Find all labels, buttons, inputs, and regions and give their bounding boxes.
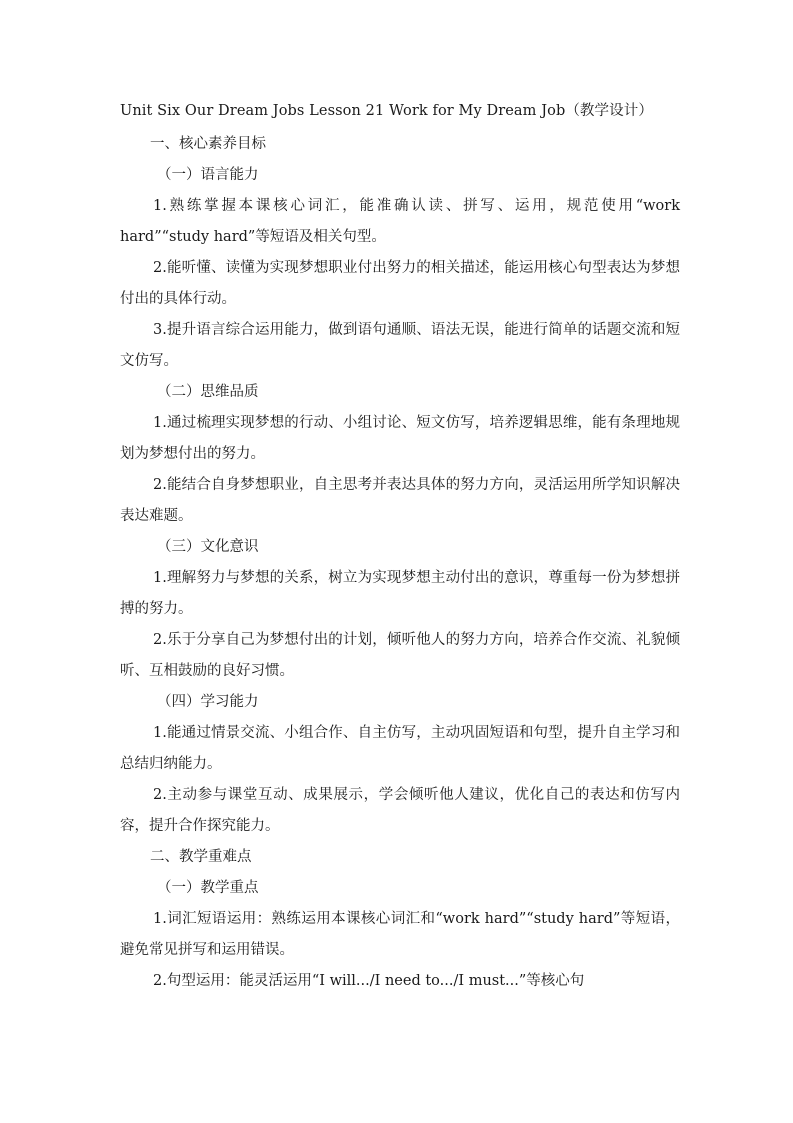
paragraph: 2.能听懂、读懂为实现梦想职业付出努力的相关描述，能运用核心句型表达为梦想付出的具体行动。: [120, 260, 680, 307]
paragraph: 1.词汇短语运用：熟练运用本课核心词汇和“work hard”“study hard”等短语，避免常见拼写和运用错误。: [120, 911, 680, 958]
paragraph: 1.能通过情景交流、小组合作、自主仿写，主动巩固短语和句型，提升自主学习和总结归纳能力。: [120, 725, 680, 772]
document-title: Unit Six Our Dream Jobs Lesson 21 Work for My Dream Job（教学设计）: [120, 103, 653, 119]
paragraph: 2.主动参与课堂互动、成果展示，学会倾听他人建议，优化自己的表达和仿写内容，提升合作探究能力。: [120, 787, 680, 834]
paragraph: 3.提升语言综合运用能力，做到语句通顺、语法无误，能进行简单的话题交流和短文仿写。: [120, 322, 680, 369]
paragraph: 1.理解努力与梦想的关系，树立为实现梦想主动付出的意识，尊重每一份为梦想拼搏的努力。: [120, 570, 680, 617]
paragraph: 2.乐于分享自己为梦想付出的计划，倾听他人的努力方向，培养合作交流、礼貌倾听、互相鼓励的良好习惯。: [120, 632, 680, 679]
subheading-cultural-awareness: （三）文化意识: [157, 539, 259, 555]
subheading-thinking-quality: （二）思维品质: [157, 384, 259, 400]
section-heading-core-literacy: 一、核心素养目标: [150, 136, 266, 152]
subheading-teaching-focus: （一）教学重点: [157, 880, 259, 896]
subheading-learning-ability: （四）学习能力: [157, 694, 259, 710]
paragraph: 1.熟练掌握本课核心词汇，能准确认读、拼写、运用，规范使用“work hard”“study hard”等短语及相关句型。: [120, 198, 680, 245]
paragraph: 1.通过梳理实现梦想的行动、小组讨论、短文仿写，培养逻辑思维，能有条理地规划为梦想付出的努力。: [120, 415, 680, 462]
subheading-language-ability: （一）语言能力: [157, 167, 259, 183]
section-heading-key-difficult-points: 二、教学重难点: [150, 849, 252, 865]
paragraph: 2.句型运用：能灵活运用“I will.../I need to.../I must...”等核心句: [153, 973, 585, 989]
document-body: [120, 99, 680, 997]
paragraph: 2.能结合自身梦想职业，自主思考并表达具体的努力方向，灵活运用所学知识解决表达难题。: [120, 477, 680, 524]
